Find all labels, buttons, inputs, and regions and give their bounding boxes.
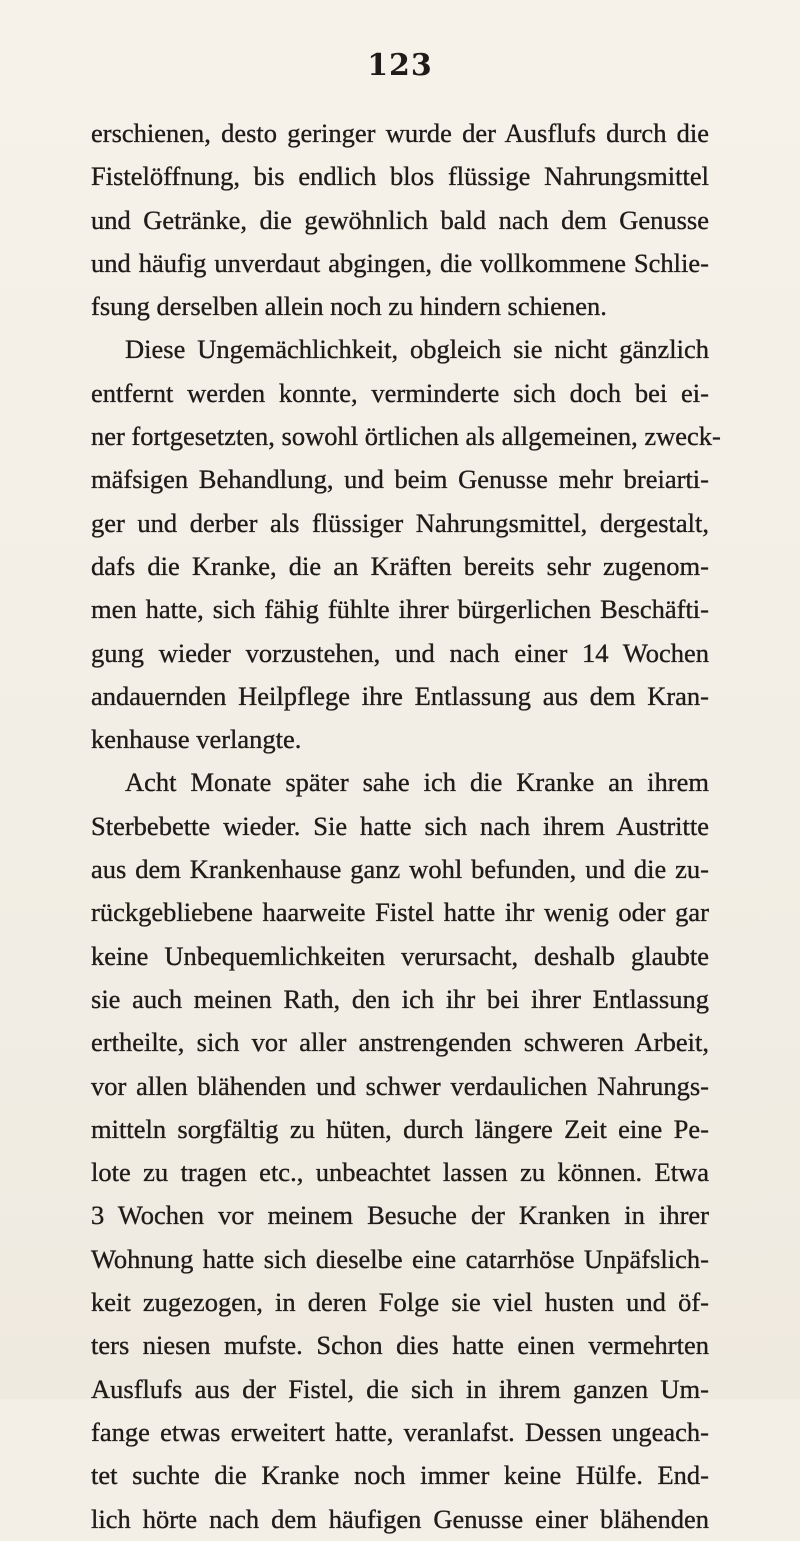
text-line: andauernden Heilpflege ihre Entlassung aus dem Kran-: [91, 680, 709, 711]
text-line: und Getränke, die gewöhnlich bald nach dem Genusse: [91, 204, 709, 235]
text-line: mäfsigen Behandlung, und beim Genusse mehr breiarti-: [91, 464, 709, 495]
text-line: gung wieder vorzustehen, und nach einer 14 Wochen: [91, 637, 709, 668]
text-line: lote zu tragen etc., unbeachtet lassen zu können. Etwa: [91, 1157, 709, 1188]
text-line: fange etwas erweitert hatte, veranlafst. Dessen ungeach-: [91, 1416, 709, 1447]
text-line: aus dem Krankenhause ganz wohl befunden, und die zu-: [91, 854, 709, 885]
text-line: erschienen, desto geringer wurde der Ausflufs durch die: [91, 118, 709, 148]
text-line: mitteln sorgfältig zu hüten, durch längere Zeit eine Pe-: [91, 1113, 709, 1144]
text-line: Ausflufs aus der Fistel, die sich in ihrem ganzen Um-: [91, 1373, 709, 1404]
text-line: keine Unbequemlichkeiten verursacht, deshalb glaubte: [91, 940, 709, 971]
text-line: ters niesen mufste. Schon dies hatte einen vermehrten: [91, 1330, 709, 1361]
text-line: Wohnung hatte sich dieselbe eine catarrhöse Unpäfslich-: [91, 1243, 709, 1274]
body-text: [91, 112, 721, 1541]
text-line: rückgebliebene haarweite Fistel hatte ihr wenig oder gar: [91, 897, 709, 928]
paragraph-start-line: Acht Monate später sahe ich die Kranke an ihrem: [125, 767, 709, 798]
text-line: ertheilte, sich vor aller anstrengenden schweren Arbeit,: [91, 1027, 709, 1058]
text-line: 3 Wochen vor meinem Besuche der Kranken in ihrer: [91, 1200, 709, 1231]
text-line: ger und derber als flüssiger Nahrungsmittel, dergestalt,: [91, 507, 709, 538]
text-line: tet suchte die Kranke noch immer keine Hülfe. End-: [91, 1460, 709, 1491]
text-line: Fistelöffnung, bis endlich blos flüssige Nahrungsmittel: [91, 161, 709, 192]
text-line: lich hörte nach dem häufigen Genusse einer blähenden: [91, 1503, 709, 1534]
paragraph-start-line: Diese Ungemächlichkeit, obgleich sie nicht gänzlich: [125, 334, 709, 365]
text-line: vor allen blähenden und schwer verdaulichen Nahrungs-: [91, 1070, 709, 1101]
text-line: kenhause verlangte.: [91, 724, 302, 755]
text-line: sie auch meinen Rath, den ich ihr bei ihrer Entlassung: [91, 983, 709, 1014]
text-line: entfernt werden konnte, verminderte sich doch bei ei-: [91, 377, 709, 408]
text-line: ner fortgesetzten, sowohl örtlichen als allgemeinen, zweck-: [91, 421, 721, 452]
text-line: keit zugezogen, in deren Folge sie viel husten und öf-: [91, 1287, 709, 1318]
page-number: 123: [367, 48, 433, 83]
text-line: dafs die Kranke, die an Kräften bereits sehr zugenom-: [91, 550, 709, 581]
text-line: fsung derselben allein noch zu hindern schienen.: [91, 291, 607, 322]
text-line: und häufig unverdaut abgingen, die vollkommene Schlie-: [91, 247, 709, 278]
text-line: men hatte, sich fähig fühlte ihrer bürgerlichen Beschäfti-: [91, 594, 709, 625]
text-line: Sterbebette wieder. Sie hatte sich nach ihrem Austritte: [91, 810, 709, 841]
